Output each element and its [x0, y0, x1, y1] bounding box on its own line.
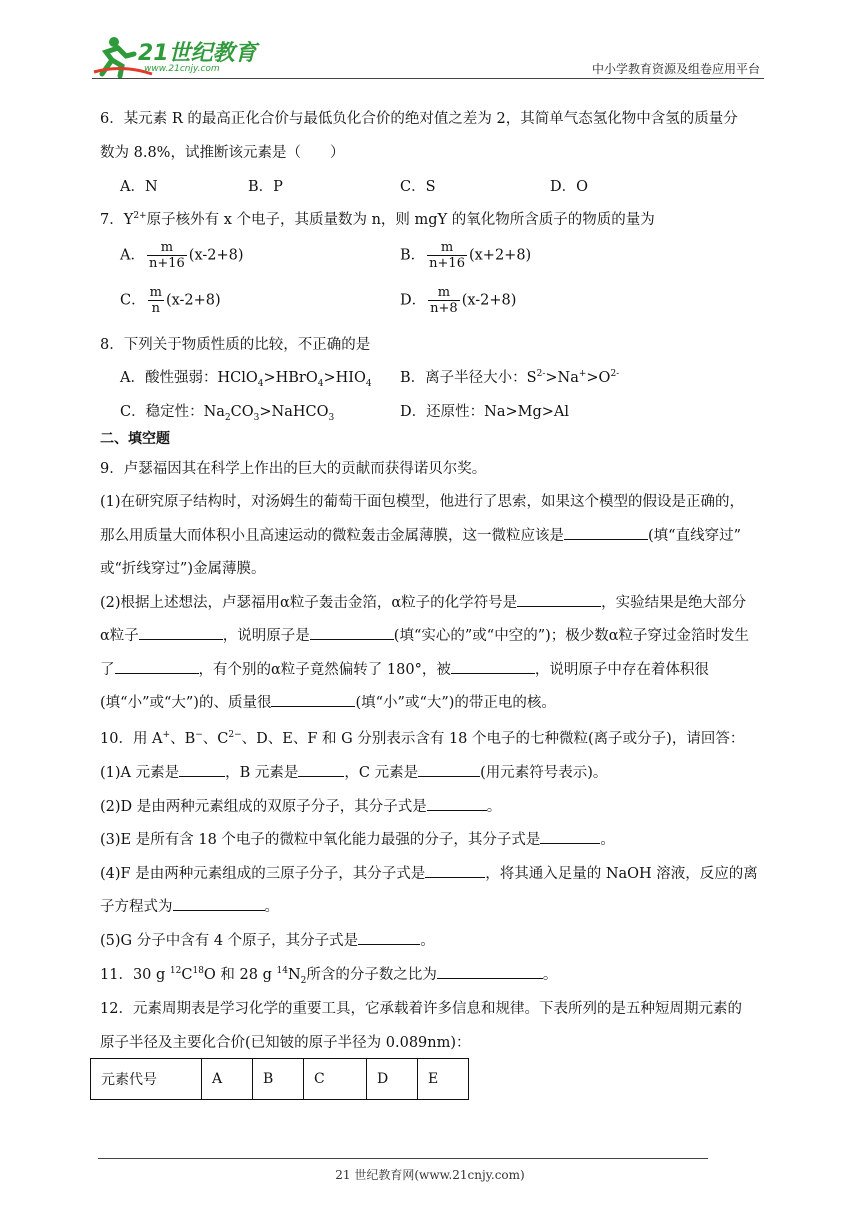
answer-blank[interactable]: [173, 895, 265, 911]
text: ，说明原子中存在着体积很: [534, 662, 709, 678]
sub: 4: [317, 378, 324, 389]
sup: 2−: [228, 730, 242, 741]
sup: 2-: [536, 369, 546, 380]
answer-blank[interactable]: [179, 761, 225, 777]
text: 了: [100, 662, 115, 678]
numerator: m: [428, 285, 460, 301]
text: (1)A 元素是: [100, 765, 180, 781]
table-cell: D: [367, 1059, 418, 1100]
answer-blank[interactable]: [540, 828, 600, 844]
text: N: [287, 967, 301, 983]
logo-url: www.21cnjy.com: [144, 64, 220, 74]
q10-stem: [100, 727, 744, 748]
text: 、C: [202, 731, 229, 747]
sup: 18: [192, 966, 204, 977]
text: ，有个别的α粒子竟然偏转了 180°，被: [198, 662, 451, 678]
table-cell: 元素代号: [91, 1059, 202, 1100]
q6-option-c: C．S: [400, 179, 436, 195]
answer-blank[interactable]: [437, 963, 543, 979]
answer-blank[interactable]: [358, 929, 420, 945]
q10-p4-line2: [100, 895, 279, 916]
text: (填“小”或“大”)的带正电的核。: [355, 695, 556, 711]
q6-option-b: B．P: [248, 179, 283, 195]
numerator: m: [149, 285, 162, 300]
answer-blank[interactable]: [425, 862, 485, 878]
fraction: [427, 240, 467, 271]
text: 10．用 A: [100, 731, 163, 747]
q7-stem-pre: 7．Y: [100, 212, 134, 228]
answer-blank[interactable]: [517, 591, 601, 607]
sup: 2-: [610, 369, 620, 380]
text: 、D、E、F 和 G 分别表示含有 18 个电子的七种微粒(离子或分子)，请回答：: [241, 731, 745, 747]
text: (用元素符号表示)。: [480, 765, 608, 781]
text: α粒子: [100, 628, 139, 644]
q10-p5: [100, 929, 435, 950]
q10-p2: [100, 795, 501, 816]
q9-p2-line3: [100, 658, 709, 679]
q6-stem-line1: 6．某元素 R 的最高正化合价与最低负化合价的绝对值之差为 2，其简单气态氢化物中含氢的质量分: [100, 111, 738, 127]
q7-stem-post: 原子核外有 x 个电子，其质量数为 n，则 mgY 的氧化物所含质子的物质的量为: [146, 212, 655, 228]
text: 、B: [170, 731, 196, 747]
q8-option-b: [400, 366, 619, 387]
text: (3)E 是所有含 18 个电子的微粒中氧化能力最强的分子，其分子式是: [100, 832, 541, 848]
answer-blank[interactable]: [115, 658, 199, 674]
q6-stem-line2: 数为 8.8%，试推断该元素是（ ）: [100, 145, 345, 161]
denominator: n+8: [430, 301, 458, 316]
text: (4)F 是由两种元素组成的三原子分子，其分子式是: [100, 866, 426, 882]
q8-option-d: D．还原性：Na>Mg>Al: [400, 404, 569, 420]
sup: 14: [276, 966, 288, 977]
text: >Na: [545, 370, 579, 386]
q6-option-d: D．O: [550, 179, 589, 195]
q9-p1-line2: [100, 524, 741, 545]
sup: +: [578, 369, 587, 380]
text: O 和 28 g: [203, 967, 277, 983]
answer-blank[interactable]: [418, 761, 480, 777]
q10-p1: [100, 761, 607, 782]
q9-stem: 9．卢瑟福因其在科学上作出的巨大的贡献而获得诺贝尔奖。: [100, 461, 487, 477]
text: 所含的分子数之比为: [306, 967, 437, 983]
fraction: [147, 240, 187, 271]
fraction: [428, 285, 460, 316]
text: 。: [600, 832, 615, 848]
footer-text: 21 世纪教育网(www.21cnjy.com): [335, 1168, 525, 1182]
q7-stem-sup: 2+: [133, 211, 147, 222]
text: B．离子半径大小：S: [400, 370, 537, 386]
header-divider: [92, 78, 764, 79]
q9-p1-line1: (1)在研究原子结构时，对汤姆生的葡萄干面包模型，他进行了思索，如果这个模型的假设是正确的，: [100, 494, 745, 510]
sup: +: [162, 730, 171, 741]
denominator: n: [151, 301, 160, 316]
option-tail: (x-2+8): [188, 247, 244, 264]
footer-divider: [98, 1158, 708, 1159]
q10-p4-line1: [100, 862, 758, 883]
numerator: m: [427, 240, 467, 256]
element-table: [90, 1058, 469, 1100]
text: ，将其通入足量的 NaOH 溶液，反应的离: [485, 866, 758, 882]
text: ，B 元素是: [225, 765, 299, 781]
q11-stem: [100, 963, 557, 986]
q6-option-a: A．N: [120, 179, 158, 195]
text: 。: [264, 899, 279, 915]
text: ，C 元素是: [344, 765, 419, 781]
q9-p1-line3: 或“折线穿过”)金属薄膜。: [100, 561, 266, 577]
q7-stem: [100, 208, 655, 229]
q8-option-c: [120, 400, 334, 423]
q7-option-b: [400, 240, 531, 271]
text: A．酸性强弱：HClO: [120, 370, 258, 386]
text: (5)G 分子中含有 4 个原子，其分子式是: [100, 933, 359, 949]
sub: 3: [253, 412, 260, 423]
answer-blank[interactable]: [271, 691, 355, 707]
text: (填“直线穿过”: [648, 528, 741, 544]
option-tail: (x-2+8): [165, 292, 221, 309]
sup: 12: [169, 966, 182, 977]
answer-blank[interactable]: [427, 795, 487, 811]
text: ，说明原子是: [222, 628, 310, 644]
logo-text: 21世纪教育: [138, 41, 257, 66]
sub: 2: [224, 412, 231, 423]
table-cell: B: [253, 1059, 304, 1100]
q8-option-a: [120, 366, 372, 389]
answer-blank[interactable]: [310, 624, 394, 640]
text: >O: [586, 370, 611, 386]
q7-option-d: [400, 285, 516, 316]
text: (2)根据上述想法，卢瑟福用α粒子轰击金箔，α粒子的化学符号是: [100, 595, 518, 611]
text: >HIO: [323, 370, 366, 386]
text: 子方程式为: [100, 899, 173, 915]
text: 。: [486, 799, 502, 815]
text: C: [181, 967, 193, 983]
text: ，实验结果是绝大部分: [601, 595, 747, 611]
option-tail: (x-2+8): [461, 292, 517, 309]
sup: −: [195, 730, 203, 741]
answer-blank[interactable]: [451, 658, 535, 674]
text: 11．30 g: [100, 967, 170, 983]
text: (填“实心的”或“中空的”)；极少数α粒子穿过金箔时发生: [393, 628, 750, 644]
denominator: n+16: [148, 256, 185, 271]
sub: 3: [328, 412, 335, 423]
answer-blank[interactable]: [564, 524, 648, 540]
option-label: C．: [120, 292, 146, 309]
section-title: 二、填空题: [100, 431, 170, 447]
text: 那么用质量大而体积小且高速运动的微粒轰击金属薄膜，这一微粒应该是: [100, 528, 564, 544]
platform-label: 中小学教育资源及组卷应用平台: [591, 62, 760, 76]
q9-p2-line2: [100, 624, 749, 645]
text: 。: [420, 933, 435, 949]
option-label: D．: [400, 292, 427, 309]
table-cell: A: [202, 1059, 253, 1100]
text: CO: [230, 404, 254, 420]
q9-p2-line4: [100, 691, 556, 712]
table-cell: E: [418, 1059, 469, 1100]
numerator: m: [147, 240, 187, 256]
answer-blank[interactable]: [139, 624, 223, 640]
text: 。: [542, 967, 558, 983]
text: (2)D 是由两种元素组成的双原子分子，其分子式是: [100, 799, 427, 815]
q9-p2-line1: [100, 591, 746, 612]
q7-option-a: [120, 240, 244, 271]
q7-option-c: [120, 285, 221, 316]
text: C．稳定性：Na: [120, 404, 225, 420]
option-label: A．: [120, 247, 145, 264]
fraction: [148, 285, 164, 316]
sub: 4: [365, 378, 372, 389]
q8-stem: 8．下列关于物质性质的比较，不正确的是: [100, 337, 371, 353]
sub: 4: [257, 378, 264, 389]
site-logo: [92, 34, 262, 78]
text: >HBrO: [263, 370, 318, 386]
option-label: B．: [400, 247, 426, 264]
sub: 2: [300, 975, 307, 986]
text: (填“小”或“大”)的、质量很: [100, 695, 272, 711]
text: >NaHCO: [259, 404, 329, 420]
answer-blank[interactable]: [298, 761, 344, 777]
option-tail: (x+2+8): [468, 247, 532, 264]
q10-p3: [100, 828, 615, 849]
q12-stem-line2: 原子半径及主要化合价(已知铍的原子半径为 0.089nm)：: [100, 1035, 471, 1051]
table-cell: C: [304, 1059, 367, 1100]
q12-stem-line1: 12．元素周期表是学习化学的重要工具，它承载着许多信息和规律。下表所列的是五种短周期元素的: [100, 1001, 742, 1017]
table-row: [91, 1059, 469, 1100]
denominator: n+16: [429, 256, 465, 271]
